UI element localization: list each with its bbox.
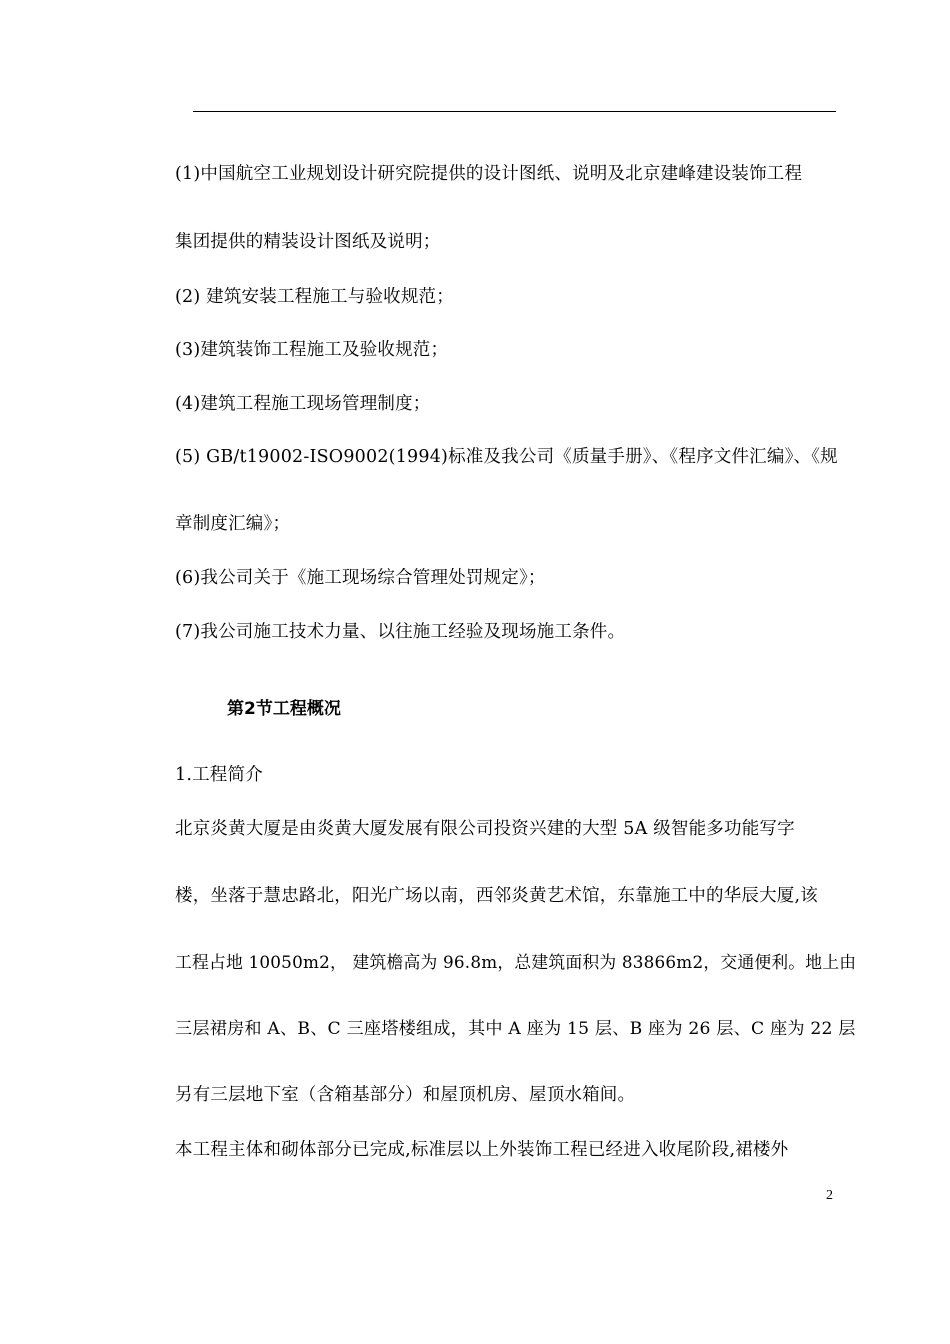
basis-item-3: (3)建筑装饰工程施工及验收规范； bbox=[175, 340, 449, 360]
header-rule bbox=[193, 111, 836, 112]
intro-line-4: 三层裙房和 A、B、C 三座塔楼组成，其中 A 座为 15 层、B 座为 26 层、C 座为 22 层 bbox=[175, 1019, 856, 1039]
intro-line-2: 楼，坐落于慧忠路北，阳光广场以南，西邻炎黄艺术馆，东靠施工中的华辰大厦,该 bbox=[175, 886, 818, 906]
basis-item-1-line-2: 集团提供的精装设计图纸及说明； bbox=[175, 232, 441, 252]
section-heading: 第2节工程概况 bbox=[227, 699, 341, 719]
basis-item-7: (7)我公司施工技术力量、以往施工经验及现场施工条件。 bbox=[175, 622, 626, 642]
intro-line-6: 本工程主体和砌体部分已完成,标准层以上外装饰工程已经进入收尾阶段,裙楼外 bbox=[175, 1140, 789, 1160]
basis-item-5-line-1: (5) GB/t19002-ISO9002(1994)标准及我公司《质量手册》、《程序文件汇编》、《规 bbox=[175, 447, 838, 467]
basis-item-5-line-2: 章制度汇编》； bbox=[175, 514, 291, 534]
intro-line-5: 另有三层地下室（含箱基部分）和屋顶机房、屋顶水箱间。 bbox=[175, 1085, 636, 1105]
page-number: 2 bbox=[826, 1188, 833, 1203]
basis-item-4: (4)建筑工程施工现场管理制度； bbox=[175, 394, 431, 414]
basis-item-1-line-1: (1)中国航空工业规划设计研究院提供的设计图纸、说明及北京建峰建设装饰工程 bbox=[175, 164, 803, 184]
intro-line-3: 工程占地 10050m2， 建筑檐高为 96.8m，总建筑面积为 83866m2，交通便利。地上由 bbox=[175, 952, 857, 972]
subsection-title: 1.工程简介 bbox=[175, 765, 263, 785]
intro-line-1: 北京炎黄大厦是由炎黄大厦发展有限公司投资兴建的大型 5A 级智能多功能写字 bbox=[175, 819, 795, 839]
basis-item-2: (2) 建筑安装工程施工与验收规范； bbox=[175, 287, 454, 307]
basis-item-6: (6)我公司关于《施工现场综合管理处罚规定》； bbox=[175, 568, 546, 588]
